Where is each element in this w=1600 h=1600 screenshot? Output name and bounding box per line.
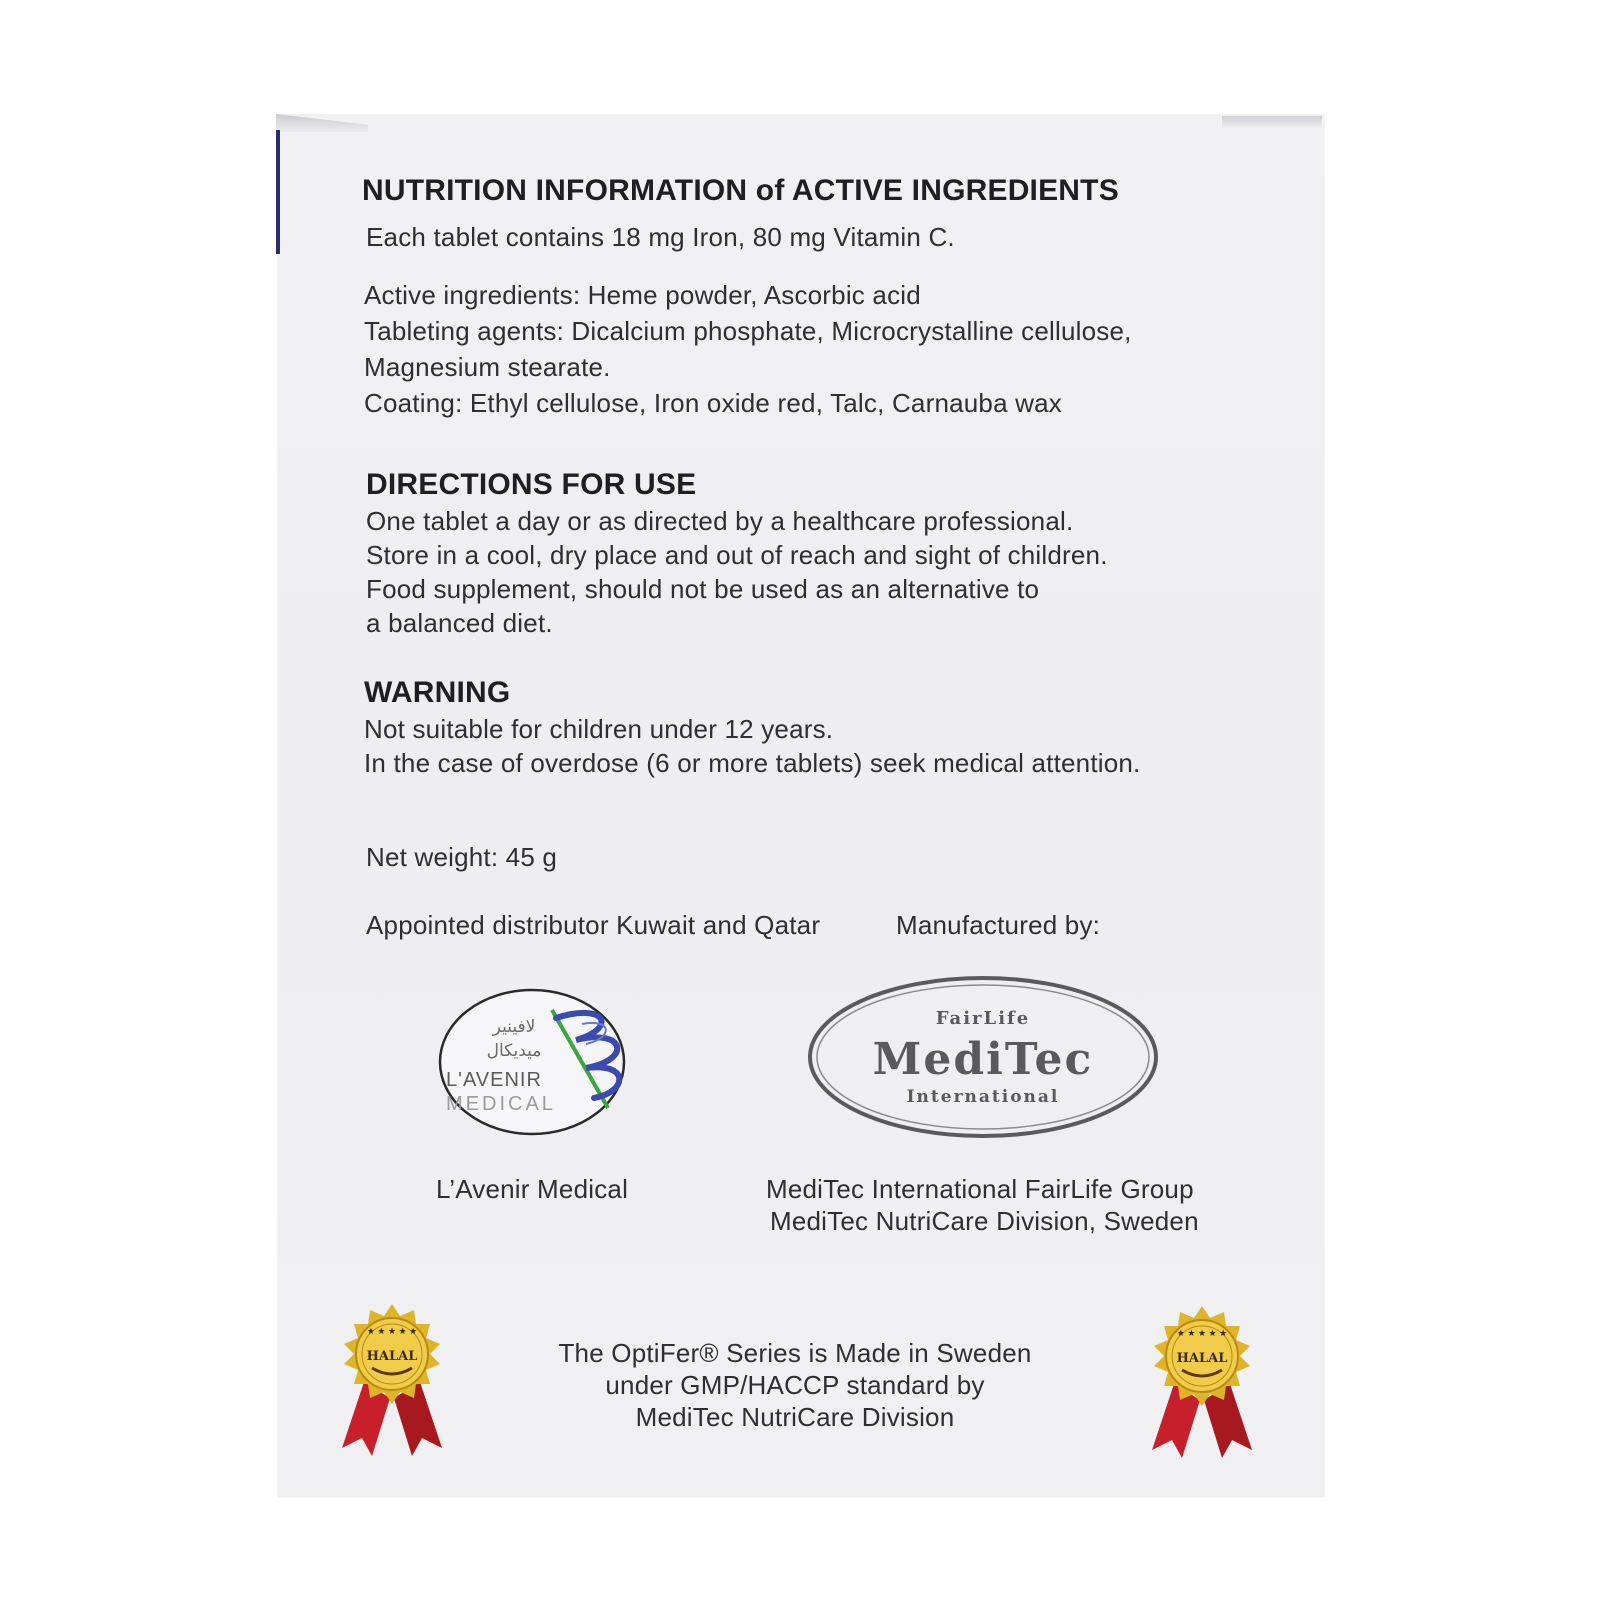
svg-text:★ ★ ★ ★ ★: ★ ★ ★ ★ ★: [1176, 1328, 1228, 1338]
distributor-label: Appointed distributor Kuwait and Qatar: [366, 910, 821, 940]
warning-heading: WARNING: [364, 676, 511, 709]
made-in-line-3: MediTec NutriCare Division: [635, 1402, 955, 1432]
manufacturer-label: Manufactured by:: [896, 910, 1101, 940]
directions-line-1: One tablet a day or as directed by a healthcare professional.: [366, 506, 1074, 536]
halal-badge-text: HALAL: [366, 1349, 418, 1364]
manufacturer-line-2: MediTec NutriCare Division, Sweden: [770, 1206, 1199, 1236]
tableting-agents-text-1: Tableting agents: Dicalcium phosphate, Microcrystalline cellulose,: [364, 316, 1132, 346]
distributor-name: L’Avenir Medical: [436, 1174, 629, 1204]
meditec-logo: [806, 974, 1160, 1140]
box-side-stripe: [276, 130, 280, 254]
svg-text:★ ★ ★ ★ ★: ★ ★ ★ ★ ★: [366, 1326, 418, 1336]
lavenir-medical-logo: [436, 988, 632, 1136]
halal-badge-text: HALAL: [1176, 1351, 1228, 1366]
logo-latin-line-1: L'AVENIR: [446, 1069, 542, 1091]
box-flap-right: [1222, 116, 1322, 128]
directions-heading: DIRECTIONS FOR USE: [366, 468, 697, 501]
active-ingredients-text: Active ingredients: Heme powder, Ascorbic acid: [364, 280, 921, 310]
meditec-main-text: MediTec: [872, 1034, 1094, 1085]
halal-badge-right: [1138, 1304, 1266, 1464]
directions-line-3: Food supplement, should not be used as an alternative to: [366, 574, 1040, 604]
directions-line-4: a balanced diet.: [366, 608, 553, 638]
halal-badge-left: [328, 1302, 456, 1462]
meditec-fairlife-text: FairLife: [935, 1008, 1031, 1029]
made-in-line-2: under GMP/HACCP standard by: [605, 1370, 985, 1400]
made-in-line-1: The OptiFer® Series is Made in Sweden: [558, 1338, 1032, 1368]
warning-line-2: In the case of overdose (6 or more tablets) seek medical attention.: [364, 748, 1141, 778]
net-weight-text: Net weight: 45 g: [366, 842, 558, 872]
nutrition-heading: NUTRITION INFORMATION of ACTIVE INGREDIENTS: [362, 174, 1119, 207]
logo-arabic-line-2: ميديكال: [486, 1041, 542, 1061]
logo-arabic-line-1: لافينير: [492, 1017, 536, 1037]
coating-text: Coating: Ethyl cellulose, Iron oxide red, Talc, Carnauba wax: [364, 388, 1063, 418]
warning-line-1: Not suitable for children under 12 years.: [364, 714, 834, 744]
directions-line-2: Store in a cool, dry place and out of reach and sight of children.: [366, 540, 1108, 570]
manufacturer-line-1: MediTec International FairLife Group: [766, 1174, 1194, 1204]
each-tablet-text: Each tablet contains 18 mg Iron, 80 mg Vitamin C.: [366, 222, 955, 252]
tableting-agents-text-2: Magnesium stearate.: [364, 352, 611, 382]
logo-latin-line-2: MEDICAL: [446, 1093, 556, 1115]
meditec-international-text: International: [906, 1087, 1060, 1107]
